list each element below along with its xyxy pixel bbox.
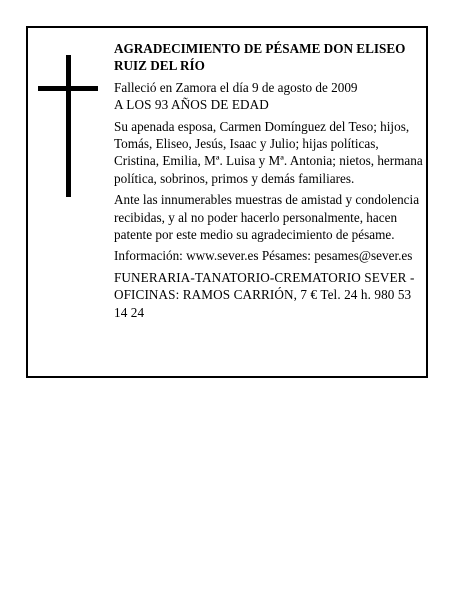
funeral-home-line: FUNERARIA-TANATORIO-CREMATORIO SEVER - OFICINAS: RAMOS CARRIÓN, 7 € Tel. 24 h. 980 53 14 24: [114, 269, 415, 320]
information-line: Información: www.sever.es Pésames: pesames@sever.es: [114, 248, 413, 264]
death-info: Falleció en Zamora el día 9 de agosto de 2009: [114, 79, 358, 95]
cross-horizontal-bar: [38, 86, 98, 91]
thanks-paragraph: Ante las innumerables muestras de amistad y condolencia recibidas, y al no poder hacerlo personalmente, hacen patente por este medio su agradecimiento de pésame.: [114, 192, 420, 243]
notice-title: AGRADECIMIENTO DE PÉSAME DON ELISEO RUIZ DEL RÍO: [114, 41, 406, 74]
age-line: A LOS 93 AÑOS DE EDAD: [114, 97, 269, 113]
notice-content: [114, 40, 426, 321]
cross-vertical-bar: [66, 55, 71, 197]
obituary-notice: [26, 26, 428, 378]
family-paragraph: Su apenada esposa, Carmen Domínguez del Teso; hijos, Tomás, Eliseo, Jesús, Isaac y Julio; hijas políticas, Cristina, Emilia, Mª. Luisa y Mª. Antonia; nietos, hermana política, sobrinos, primos y demás familiares.: [114, 118, 423, 186]
